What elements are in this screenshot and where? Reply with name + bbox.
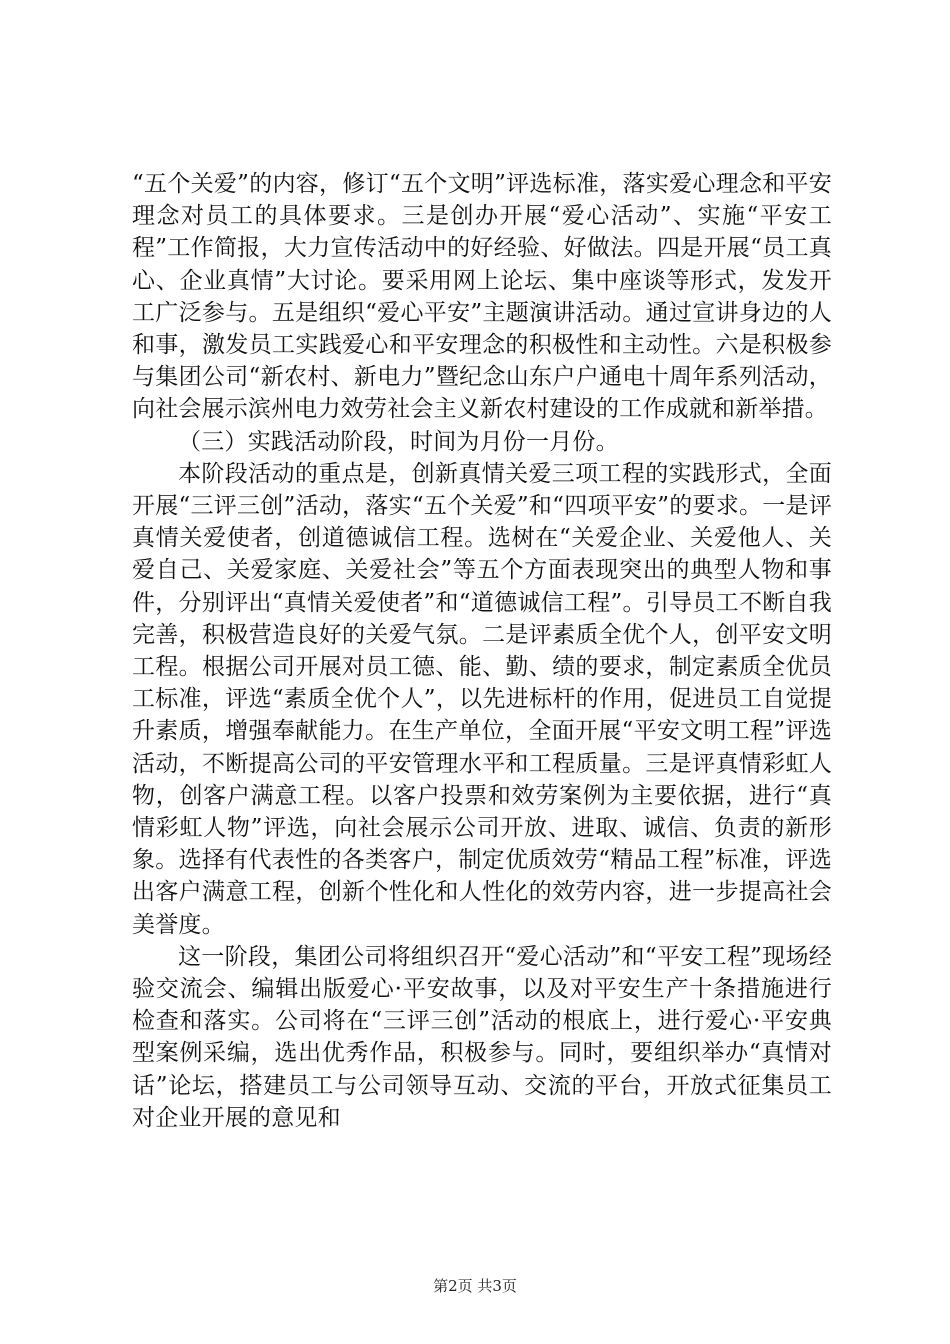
paragraph-stage-focus: 本阶段活动的重点是，创新真情关爱三项工程的实践形式，全面开展“三评三创”活动，落实“五个关爱”和“四项平安”的要求。一是评真情关爱使者，创道德诚信工程。选树在“关爱企业、关爱他人、关爱自己、关爱家庭、关爱社会”等五个方面表现突出的典型人物和事件，分别评出“真情关爱使者”和“道德诚信工程”。引导员工不断自我完善，积极营造良好的关爱气氛。二是评素质全优个人，创平安文明工程。根据公司开展对员工德、能、勤、绩的要求，制定素质全优员工标准，评选“素质全优个人”，以先进标杆的作用，促进员工自觉提升素质，增强奉献能力。在生产单位，全面开展“平安文明工程”评选活动，不断提高公司的平安管理水平和工程质量。三是评真情彩虹人物，创客户满意工程。以客户投票和效劳案例为主要依据，进行“真情彩虹人物”评选，向社会展示公司开放、进取、诚信、负责的新形象。选择有代表性的各类客户，制定优质效劳“精品工程”标准，评选出客户满意工程，创新个性化和人性化的效劳内容，进一步提高社会美誉度。 [132, 460, 832, 938]
paragraph-continuation: “五个关爱”的内容，修订“五个文明”评选标准，落实爱心理念和平安理念对员工的具体要求。三是创办开展“爱心活动”、实施“平安工程”工作简报，大力宣传活动中的好经验、好做法。四是开展“员工真心、企业真情”大讨论。要采用网上论坛、集中座谈等形式，发发开工广泛参与。五是组织“爱心平安”主题演讲活动。通过宣讲身边的人和事，激发员工实践爱心和平安理念的积极性和主动性。六是积极参与集团公司“新农村、新电力”暨纪念山东户户通电十周年系列活动，向社会展示滨州电力效劳社会主义新农村建设的工作成就和新举措。 [132, 171, 832, 423]
paragraph-this-stage: 这一阶段，集团公司将组织召开“爱心活动”和“平安工程”现场经验交流会、编辑出版爱心·平安故事，以及对平安生产十条措施进行检查和落实。公司将在“三评三创”活动的根底上，进行爱心·平安典型案例采编，选出优秀作品，积极参与。同时，要组织举办“真情对话”论坛，搭建员工与公司领导互动、交流的平台，开放式征集员工对企业开展的意见和 [132, 943, 832, 1131]
page-footer: 第2页 共3页 [433, 1277, 517, 1295]
document-body [132, 168, 832, 1134]
section-heading-practice-stage: （三）实践活动阶段，时间为月份一月份。 [178, 428, 619, 455]
